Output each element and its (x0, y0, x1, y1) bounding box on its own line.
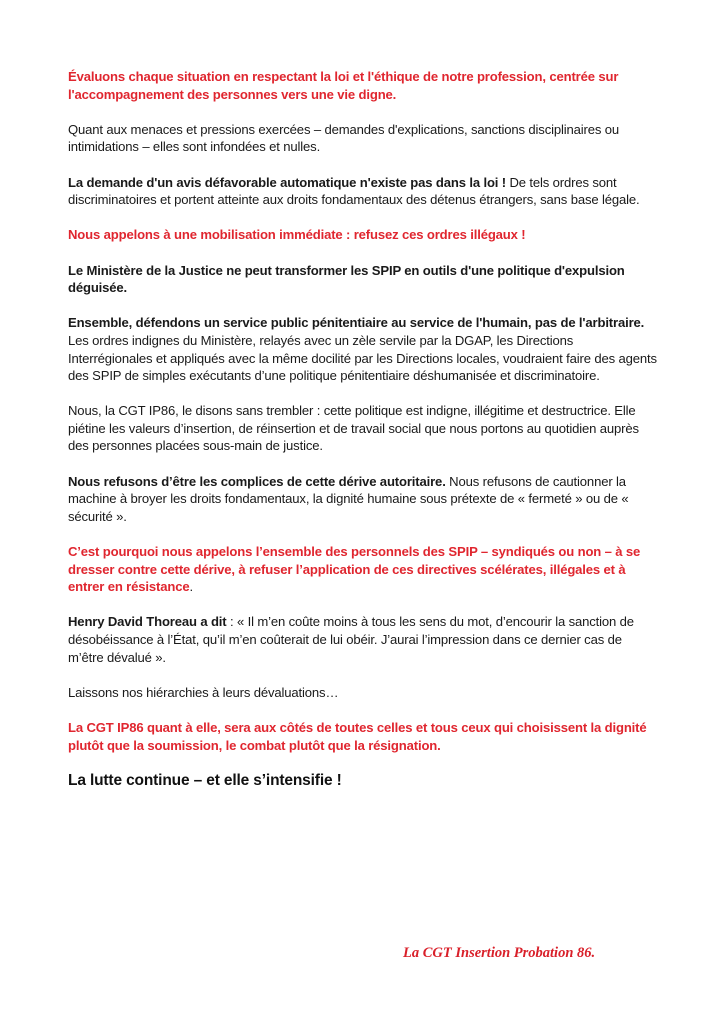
paragraph-ministry: Le Ministère de la Justice ne peut transformer les SPIP en outils d'une politique d'expulsion déguisée. (68, 262, 625, 296)
paragraph-cgt-statement: Nous, la CGT IP86, le disons sans trembler : cette politique est indigne, illégitime et destructrice. Elle piétine les valeurs d’insertion, de réinsertion et de travail social que nous portons au quotidien auprès des personnes placées sous-main de justice. (68, 403, 639, 454)
paragraph-thoreau-quote (68, 613, 660, 666)
paragraph-call-to-resist (68, 543, 660, 596)
paragraph-law-text: De tels ordres sont discriminatoires et portent atteinte aux droits fondamentaux des détenus étrangers, sans base légale. (68, 174, 640, 208)
paragraph-threats: Quant aux menaces et pressions exercées – demandes d'explications, sanctions disciplinaires ou intimidations – elles sont infondées et nulles. (68, 121, 620, 155)
paragraph-together-heading: Ensemble, défendons un service public pénitentiaire au service de l'humain, pas de l'arbitraire. (68, 315, 645, 331)
paragraph-law-bold: La demande d'un avis défavorable automatique n'existe pas dans la loi ! (68, 174, 506, 190)
quote-author: Henry David Thoreau a dit (68, 614, 227, 630)
document-body (68, 68, 660, 807)
paragraph-call-text: C’est pourquoi nous appelons l’ensemble des personnels des SPIP – syndiqués ou non – à se dresser contre cette dérive, à refuser l’application de ces directives scélérates, illégales et à entrer en résistance (68, 544, 641, 595)
paragraph-law (68, 174, 660, 209)
quote-text: : « Il m’en coûte moins à tous les sens du mot, d’encourir la sanction de désobéissance à l’État, qu’il m’en coûterait de lui obéir. J’aurai l’impression dans ce dernier cas de m’être dévalué ». (68, 614, 634, 665)
paragraph-hierarchies: Laissons nos hiérarchies à leurs dévaluations… (68, 684, 339, 700)
paragraph-mobilisation: Nous appelons à une mobilisation immédiate : refusez ces ordres illégaux ! (68, 227, 526, 243)
paragraph-cgt-commitment: La CGT IP86 quant à elle, sera aux côtés de toutes celles et tous ceux qui choisissent la dignité plutôt que la soumission, le combat plutôt que la résignation. (68, 719, 647, 753)
paragraph-refuse-bold: Nous refusons d’être les complices de cette dérive autoritaire. (68, 473, 446, 489)
paragraph-refuse-text: Nous refusons de cautionner la machine à broyer les droits fondamentaux, la dignité humaine sous prétexte de « fermeté » ou de « sécurité ». (68, 473, 629, 524)
paragraph-evaluate: Évaluons chaque situation en respectant la loi et l'éthique de notre profession, centrée sur l'accompagnement des personnes vers une vie digne. (68, 69, 619, 102)
paragraph-refuse (68, 473, 660, 526)
closing-slogan: La lutte continue – et elle s’intensifie ! (68, 771, 342, 789)
signature: La CGT Insertion Probation 86. (403, 945, 596, 961)
paragraph-orders: Les ordres indignes du Ministère, relayés avec un zèle servile par la DGAP, les Directions Interrégionales et appliqués avec la même docilité par les Directions locales, voudraient faire des agents des SPIP de simples exécutants d’une politique pénitentiaire déshumanisée et discriminatoire. (68, 332, 657, 384)
paragraph-call-period: . (189, 579, 193, 595)
